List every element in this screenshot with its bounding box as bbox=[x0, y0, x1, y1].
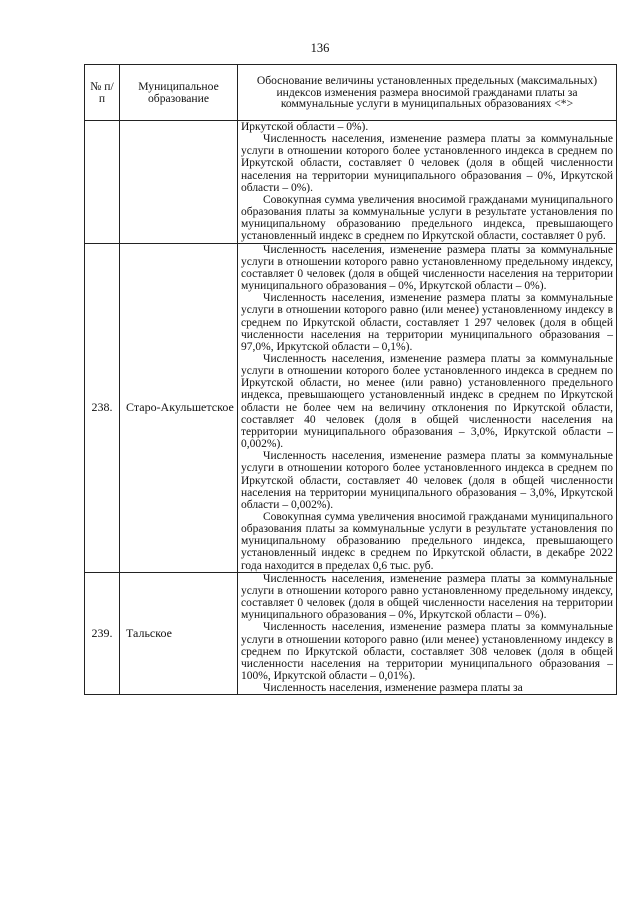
justification-cell bbox=[238, 572, 617, 695]
justification-paragraph: Численность населения, изменение размера платы за коммунальные услуги в отношении которого равно (или менее) установленному индексу в среднем по Иркутской области, составляет 308 человек (доля в общей численности населения на территории муниципального образования – 100%, Иркутской области – 0,01%). bbox=[241, 621, 613, 683]
table-header-row bbox=[85, 65, 617, 121]
table-row bbox=[85, 243, 617, 572]
municipality-name: Тальское bbox=[120, 572, 238, 695]
justification-cell bbox=[238, 121, 617, 244]
municipality-name: Старо-Акульшетское bbox=[120, 243, 238, 572]
justification-paragraph: Численность населения, изменение размера платы за коммунальные услуги в отношении которого более установленного индекса в среднем по Иркутской области, но менее (или равно) установленного предельного индекса, превышающего установленный индекс в среднем по Иркутской области не более чем на величину отклонения по Иркутской области, составляет 40 человек (доля в общей численности населения на территории муниципального образования – 3,0%, Иркутской области – 0,002%). bbox=[241, 352, 613, 451]
header-num: № п/п bbox=[85, 65, 120, 121]
justification-paragraph: Иркутской области – 0%). bbox=[241, 121, 369, 133]
justification-paragraph: Численность населения, изменение размера платы за коммунальные услуги в отношении которого равно установленному предельному индексу, составляет 0 человек (доля в общей численности населения на территории муниципального образования – 0%, Иркутской области – 0%). bbox=[241, 572, 613, 622]
justification-cell bbox=[238, 243, 617, 572]
justification-paragraph: Совокупная сумма увеличения вносимой гражданами муниципального образования платы за коммунальные услуги в результате установления по муниципальному образованию предельного индекса, превышающего установленный индекс в среднем по Иркутской области, в декабре 2022 года находится в пределах 0,6 тыс. руб. bbox=[241, 511, 613, 572]
justification-paragraph: Совокупная сумма увеличения вносимой гражданами муниципального образования платы за коммунальные услуги в результате установления по муниципальному образованию предельного индекса, превышающего установленный индекс в среднем по Иркутской области, составляет 0 руб. bbox=[241, 193, 613, 243]
municipality-name bbox=[120, 121, 238, 244]
table-row bbox=[85, 121, 617, 244]
page-number: 136 bbox=[310, 41, 330, 55]
table-row bbox=[85, 572, 617, 695]
header-justification: Обоснование величины установленных предельных (максимальных) индексов изменения размера вносимой гражданами платы за коммунальные услуги в муниципальных образованиях <*> bbox=[238, 65, 617, 121]
row-number bbox=[85, 121, 120, 244]
municipal-index-table bbox=[84, 64, 617, 695]
justification-paragraph: Численность населения, изменение размера платы за коммунальные услуги в отношении которого равно установленному предельному индексу, составляет 0 человек (доля в общей численности населения на территории муниципального образования – 0%, Иркутской области – 0%). bbox=[241, 243, 613, 293]
row-number: 239. bbox=[85, 572, 120, 695]
row-number: 238. bbox=[85, 243, 120, 572]
justification-paragraph: Численность населения, изменение размера платы за bbox=[263, 682, 523, 695]
justification-paragraph: Численность населения, изменение размера платы за коммунальные услуги в отношении которого более установленного индекса в среднем по Иркутской области, составляет 0 человек (доля в общей численности населения на территории муниципального образования – 0%, Иркутской области – 0%). bbox=[241, 133, 613, 194]
justification-paragraph: Численность населения, изменение размера платы за коммунальные услуги в отношении которого равно (или менее) установленному индексу в среднем по Иркутской области, составляет 1 297 человек (доля в общей численности населения на территории муниципального образования – 97,0%, Иркутской области – 0,1%). bbox=[241, 292, 613, 353]
header-municipality: Муниципальное образование bbox=[120, 65, 238, 121]
justification-paragraph: Численность населения, изменение размера платы за коммунальные услуги в отношении которого более установленного индекса в среднем по Иркутской области, составляет 40 человек (доля в общей численности населения на территории муниципального образования – 3,0%, Иркутской области – 0,002%). bbox=[241, 450, 613, 511]
